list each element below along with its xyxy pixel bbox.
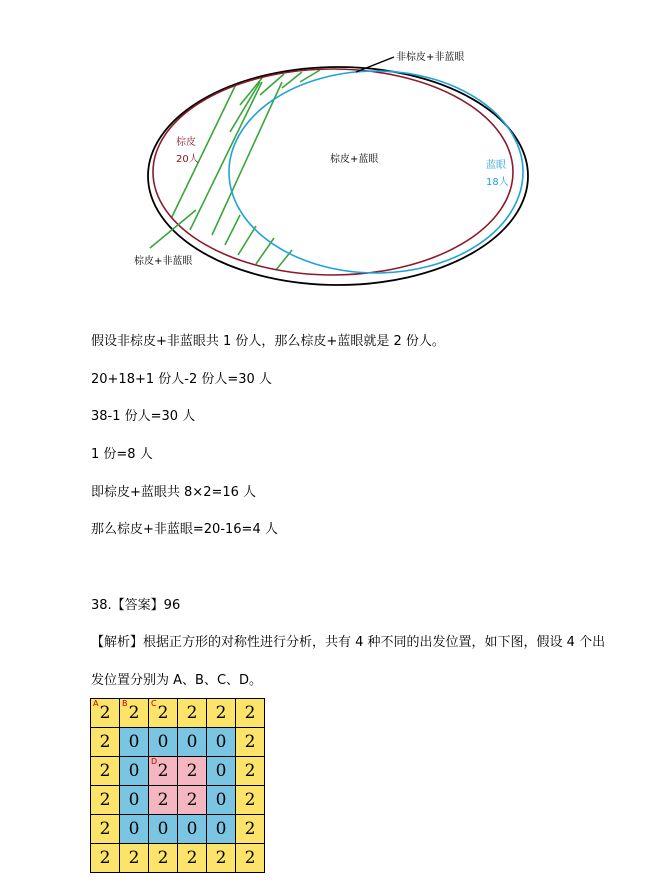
text-line-1: 假设非棕皮+非蓝眼共 1 份人，那么棕皮+蓝眼就是 2 份人。 [91,334,445,349]
grid-row [91,699,265,728]
analysis-line-2: 发位置分别为 A、B、C、D。 [91,673,263,688]
label-brown-count: 20人 [176,154,199,165]
grid-cell: 2 [91,815,120,844]
brown-ellipse [153,69,513,275]
analysis-line-1: 【解析】根据正方形的对称性进行分析，共有 4 种不同的出发位置，如下图，假设 4 个出 [91,635,606,650]
label-brown-blue: 棕皮+蓝眼 [330,154,379,165]
grid-row [91,728,265,757]
grid-cell: 2 [207,699,236,728]
label-blue-count: 18人 [486,177,509,188]
grid-cell: 0 [178,815,207,844]
grid-cell: 0 [207,815,236,844]
corner-label-c: C [151,699,157,708]
grid-row [91,815,265,844]
text-line-6: 那么棕皮+非蓝眼=20-16=4 人 [91,522,278,537]
label-brown-non-blue: 棕皮+非蓝眼 [134,256,193,267]
grid-cell: 2 [236,786,265,815]
grid-cell: 0 [149,815,178,844]
grid-cell: 0 [207,757,236,786]
grid-cell: 0 [178,728,207,757]
grid-cell: 2 [178,844,207,873]
grid-cell: 2 [207,844,236,873]
grid-row [91,844,265,873]
grid-cell: 2 [149,786,178,815]
label-brown: 棕皮 [176,137,196,148]
grid-row [91,757,265,786]
hatch-lines [168,70,320,270]
grid-cell: 2 [91,757,120,786]
grid-cell: 0 [120,728,149,757]
grid-cell: 2 [91,728,120,757]
grid-row [91,786,265,815]
grid-cell: 2 [236,699,265,728]
answer-heading: 38.【答案】96 [91,598,181,613]
label-non-brown-non-blue: 非棕皮+非蓝眼 [396,52,465,63]
grid-cell: 0 [149,728,178,757]
grid-cell: 0 [207,786,236,815]
text-line-4: 1 份=8 人 [91,447,153,462]
corner-label-a: A [93,699,99,708]
grid-cell: 2 [178,757,207,786]
grid-cell: 0 [120,786,149,815]
grid-cell: 2 [236,757,265,786]
grid-cell: 0 [207,728,236,757]
grid-cell: 0 [120,815,149,844]
grid-cell: 2 [91,786,120,815]
grid-cell: A 2 [91,699,120,728]
grid-cell: 2 [149,844,178,873]
grid-cell: C 2 [149,699,178,728]
corner-label-b: B [122,699,128,708]
text-line-5: 即棕皮+蓝眼共 8×2=16 人 [91,485,257,500]
text-line-2: 20+18+1 份人-2 份人=30 人 [91,372,272,387]
grid-cell: D 2 [149,757,178,786]
text-line-3: 38-1 份人=30 人 [91,409,196,424]
grid-cell: B 2 [120,699,149,728]
grid-cell: 2 [178,786,207,815]
grid-cell: 2 [178,699,207,728]
corner-label-d: D [151,757,158,766]
label-blue: 蓝眼 [486,160,506,171]
grid-cell: 0 [120,757,149,786]
grid-cell: 2 [120,844,149,873]
grid-cell: 2 [91,844,120,873]
grid-cell: 2 [236,728,265,757]
position-grid [90,698,265,873]
grid-cell: 2 [236,844,265,873]
grid-cell: 2 [236,815,265,844]
venn-diagram [0,0,650,300]
